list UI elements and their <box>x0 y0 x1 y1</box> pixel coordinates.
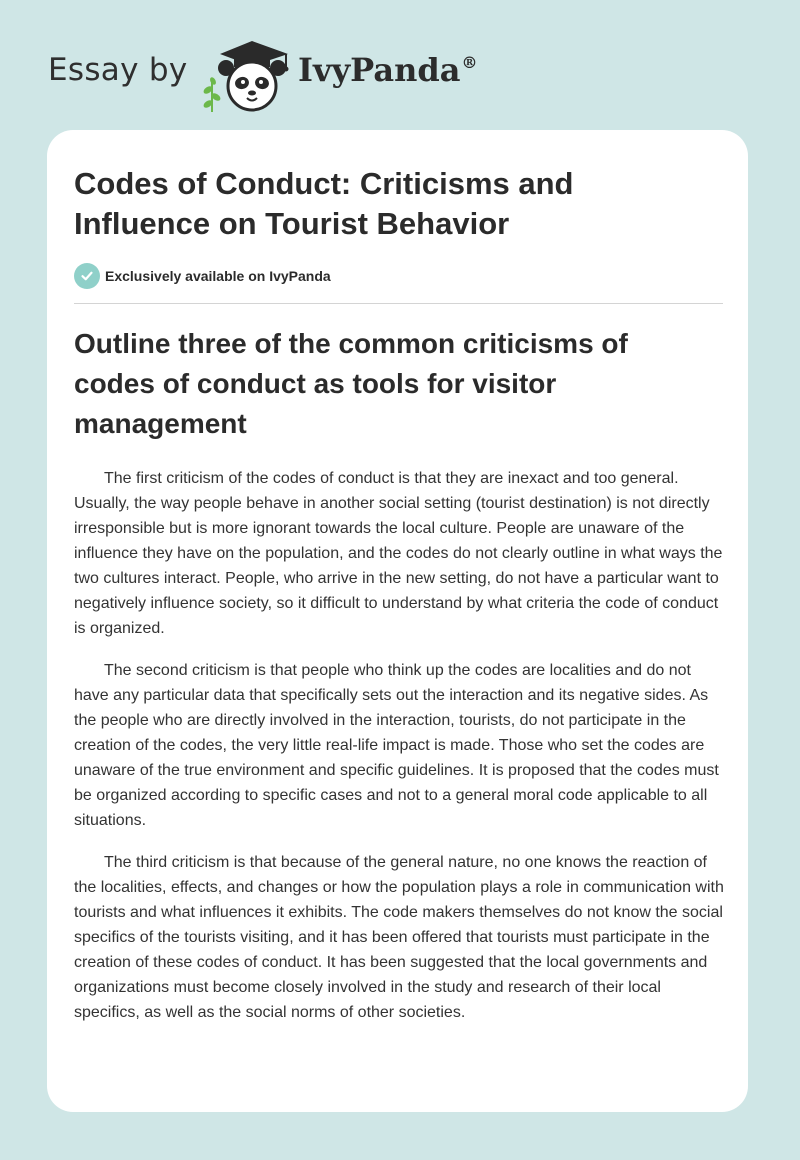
exclusive-badge-label: Exclusively available on IvyPanda <box>105 268 331 284</box>
brand-name <box>298 51 477 89</box>
section-heading: Outline three of the common criticisms of codes of conduct as tools for visitor management <box>74 328 628 439</box>
registered-mark: ® <box>461 53 478 72</box>
brand-name-text: IvyPanda <box>298 51 461 89</box>
panda-graduate-icon <box>200 34 296 114</box>
exclusive-badge <box>74 263 331 289</box>
divider <box>74 303 723 304</box>
essay-card <box>47 130 748 1112</box>
essay-body <box>74 466 724 1042</box>
check-circle-icon <box>74 263 100 289</box>
essay-title: Codes of Conduct: Criticisms and Influence on Tourist Behavior <box>74 166 574 241</box>
brand-prefix: Essay by <box>48 52 188 88</box>
brand-header[interactable] <box>48 34 508 114</box>
paragraph-2: The second criticism is that people who think up the codes are localities and do not have any particular data that specifically sets out the interaction and its negative sides. As the people who are directly involved in the interaction, tourists, do not participate in the creation of the codes, the very little real-life impact is made. Those who set the codes are unaware of the true environment and specific guidelines. It is proposed that the codes must be organized according to specific cases and not to a general moral code applicable to all situations. <box>74 662 719 829</box>
paragraph-1: The first criticism of the codes of conduct is that they are inexact and too general. Usually, the way people behave in another social setting (tourist destination) is not directly irresponsible but is more ignorant towards the local culture. People are unaware of the influence they have on the population, and the codes do not clearly outline in what ways the two cultures interact. People, who arrive in the new setting, do not have a particular want to negatively influence society, so it difficult to understand by what criteria the code of conduct is organized. <box>74 470 723 637</box>
paragraph-3: The third criticism is that because of the general nature, no one knows the reaction of the localities, effects, and changes or how the population plays a role in communication with tourists and what influences it exhibits. The code makers themselves do not know the social specifics of the tourists visiting, and it has been offered that tourists must participate in the creation of these codes of conduct. It has been suggested that the local governments and organizations must become closely involved in the study and research of their local specifics, as well as the social norms of other societies. <box>74 854 724 1021</box>
